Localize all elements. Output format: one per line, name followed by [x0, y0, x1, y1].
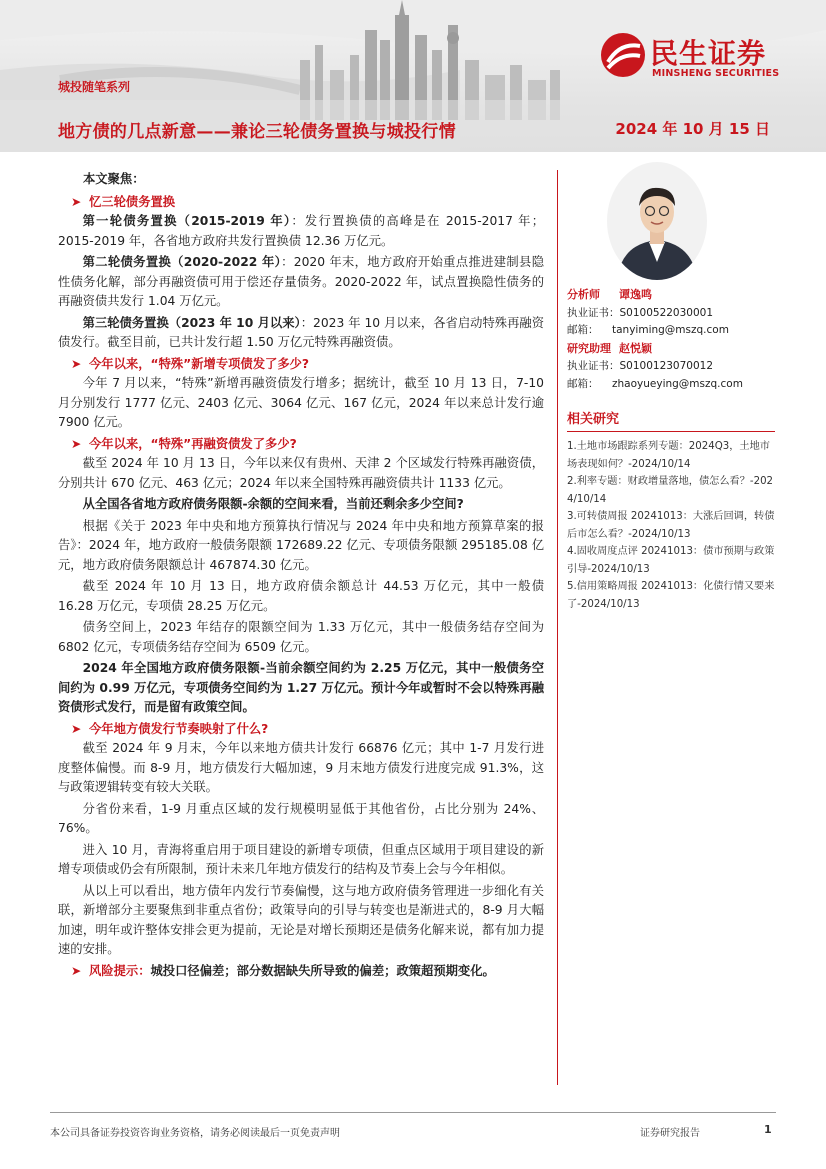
paragraph — [58, 253, 544, 312]
bullet-text: 今年以来，“特殊”再融资债发了多少? — [89, 436, 297, 451]
series-label: 城投随笔系列 — [58, 80, 131, 94]
paragraph — [58, 212, 544, 251]
footer-doc-type: 证券研究报告 — [640, 1128, 700, 1139]
logo-text-en: MINSHENG SECURITIES — [652, 68, 780, 79]
paragraph: 截至 2024 年 9 月末，今年以来地方债共计发行 66876 亿元；其中 1-7 月发行进度整体偏慢。而 8-9 月，地方债发行大幅加速，9 月末地方债发行进度完成 91.3%，这与政策逻辑转变有较大关联。 — [58, 741, 544, 794]
analyst-role: 研究助理 — [567, 341, 611, 355]
related-item[interactable]: 1.土地市场跟踪系列专题：2024Q3，土地市场表现如何？-2024/10/14 — [567, 441, 770, 470]
paragraph-heading: 从全国各省地方政府债务限额-余额的空间来看，当前还剩余多少空间? — [82, 497, 464, 511]
analyst-cert-row — [567, 305, 777, 323]
paragraph: 根据《关于 2023 年中央和地方预算执行情况与 2024 年中央和地方预算草案的报告》：2024 年，地方政府一般债务限额 172689.22 亿元、专项债务限额 295185.08 亿元，地方政府债务限额总计 467874.30 亿元。 — [58, 518, 544, 572]
analyst-cert-row — [567, 358, 777, 376]
bullet-heading — [58, 193, 544, 213]
analyst-info — [567, 286, 777, 393]
related-research — [567, 408, 775, 613]
paragraph-bold: 第一轮债务置换（2015-2019 年） — [82, 214, 292, 228]
mail-label: 邮箱： — [567, 324, 599, 336]
risk-text: 城投口径偏差；部分数据缺失所导致的偏差；政策超预期变化。 — [150, 963, 495, 978]
header-banner — [0, 0, 826, 152]
cert-number: S0100522030001 — [619, 306, 714, 319]
arrow-icon: ➤ — [71, 721, 82, 736]
paragraph-bold: 第三轮债务置换（2023 年 10 月以来） — [82, 315, 301, 330]
risk-warning — [58, 962, 544, 982]
bullet-text: 今年地方债发行节奏映射了什么? — [89, 721, 269, 736]
analyst-email[interactable]: tanyiming@mszq.com — [612, 324, 729, 336]
logo-text-cn: 民生证券 — [650, 37, 767, 70]
paragraph: 今年 7 月以来，“特殊”新增再融资债发行增多；据统计，截至 10 月 13 日，7-10 月分别发行 1777 亿元、2403 亿元、3064 亿元、167 亿元，2024 年以来总计发行逾 7900 亿元。 — [58, 376, 544, 429]
paragraph: 进入 10 月，青海将重启用于项目建设的新增专项债，但重点区域用于项目建设的新增专项债或仍会有所限制，预计未来几年地方债发行的结构及节奏上会与今年相似。 — [58, 842, 544, 876]
related-list — [567, 438, 775, 613]
risk-label: 风险提示： — [89, 963, 151, 978]
analyst-mail-row — [567, 322, 777, 340]
analyst-name: 谭逸鸣 — [619, 288, 652, 301]
paragraph-emphasis: 2024 年全国地方政府债务限额-当前余额空间约为 2.25 万亿元，其中一般债务空间约为 0.99 万亿元，专项债务空间约为 1.27 万亿元。预计今年或暂时不会以特殊再融资债形式发行，而是留有政策空间。 — [58, 661, 544, 714]
mail-label: 邮箱： — [567, 377, 599, 390]
related-item[interactable]: 4.固收周度点评 20241013：债市预期与政策引导-2024/10/13 — [567, 546, 775, 575]
cert-label: 执业证书： — [567, 360, 620, 372]
main-content — [58, 170, 544, 981]
paragraph-text: ：2023 年 10 月以来，各省启动特殊再融资债发行。截至目前，已共计发行超 1.50 万亿元特殊再融资债。 — [58, 315, 545, 349]
paragraph: 分省份来看，1-9 月重点区域的发行规模明显低于其他省份，占比分别为 24%、76%。 — [58, 801, 544, 835]
report-title: 地方债的几点新意——兼论三轮债务置换与城投行情 — [58, 122, 456, 142]
bullet-text: 忆三轮债务置换 — [89, 194, 176, 209]
bullet-heading — [58, 720, 544, 740]
paragraph: 截至 2024 年 10 月 13 日，今年以来仅有贵州、天津 2 个区域发行特殊再融资债，分别共计 670 亿元、463 亿元；2024 年以来全国特殊再融资债共计 1133 亿元。 — [58, 456, 544, 490]
arrow-icon: ➤ — [71, 356, 82, 371]
analyst-photo — [607, 162, 707, 280]
paragraph-text: ：2020 年末，地方政府开始重点推进建制县隐性债务化解，部分再融资债可用于偿还存量债务。2020-2022 年，试点置换隐性债务的再融资债共发行 1.04 万亿元。 — [58, 255, 544, 308]
analyst-email[interactable]: zhaoyueying@mszq.com — [612, 377, 743, 390]
arrow-icon: ➤ — [71, 963, 82, 978]
paragraph: 截至 2024 年 10 月 13 日，地方政府债余额总计 44.53 万亿元，其中一般债 16.28 万亿元，专项债 28.25 万亿元。 — [58, 579, 544, 613]
related-item[interactable]: 3.可转债周报 20241013：大涨后回调，转债后市怎么看？-2024/10/13 — [567, 511, 775, 540]
related-item[interactable]: 5.信用策略周报 20241013：化债行情又要来了-2024/10/13 — [567, 581, 775, 610]
cert-number: S0100123070012 — [619, 360, 714, 372]
paragraph: 债务空间上，2023 年结存的限额空间为 1.33 万亿元，其中一般债务结存空间为 6802 亿元，专项债务结存空间为 6509 亿元。 — [58, 620, 544, 654]
bullet-text: 今年以来，“特殊”新增专项债发了多少? — [89, 356, 310, 371]
company-logo — [600, 30, 805, 82]
paragraph-bold: 第二轮债务置换（2020-2022 年） — [82, 255, 282, 269]
report-date: 2024 年 10 月 15 日 — [615, 120, 770, 138]
paragraph: 从以上可以看出，地方债年内发行节奏偏慢，这与地方政府债务管理进一步细化有关联，新增部分主要聚焦到非重点省份；政策导向的引导与转变也是渐进式的，8-9 月大幅加速，明年或许整体安排会更为提前，无论是对增长预期还是债务化解来说，都有加力提速的安排。 — [58, 883, 544, 956]
bullet-heading — [58, 435, 544, 455]
bullet-heading — [58, 355, 544, 375]
paragraph-text: ：发行置换债的高峰是在 2015-2017 年；2015-2019 年，各省地方政府共发行置换债 12.36 万亿元。 — [58, 214, 544, 248]
focus-heading: 本文聚焦： — [83, 172, 145, 186]
related-item[interactable]: 2.利率专题：财政增量落地，债怎么看？-2024/10/14 — [567, 476, 774, 505]
page-number: 1 — [764, 1123, 772, 1136]
related-title: 相关研究 — [567, 408, 775, 432]
analyst-name: 赵悦颖 — [619, 341, 652, 355]
column-divider — [557, 170, 558, 1085]
paragraph — [58, 314, 544, 353]
arrow-icon: ➤ — [71, 194, 82, 209]
cert-label: 执业证书： — [567, 306, 620, 319]
arrow-icon: ➤ — [71, 436, 82, 451]
analyst-role: 分析师 — [567, 288, 600, 301]
analyst-row — [567, 340, 777, 359]
footer-disclaimer: 本公司具备证券投资咨询业务资格，请务必阅读最后一页免责声明 — [50, 1128, 340, 1139]
analyst-mail-row — [567, 376, 777, 394]
minsheng-logo-icon — [600, 32, 646, 78]
footer-divider — [50, 1112, 776, 1113]
analyst-row — [567, 286, 777, 305]
